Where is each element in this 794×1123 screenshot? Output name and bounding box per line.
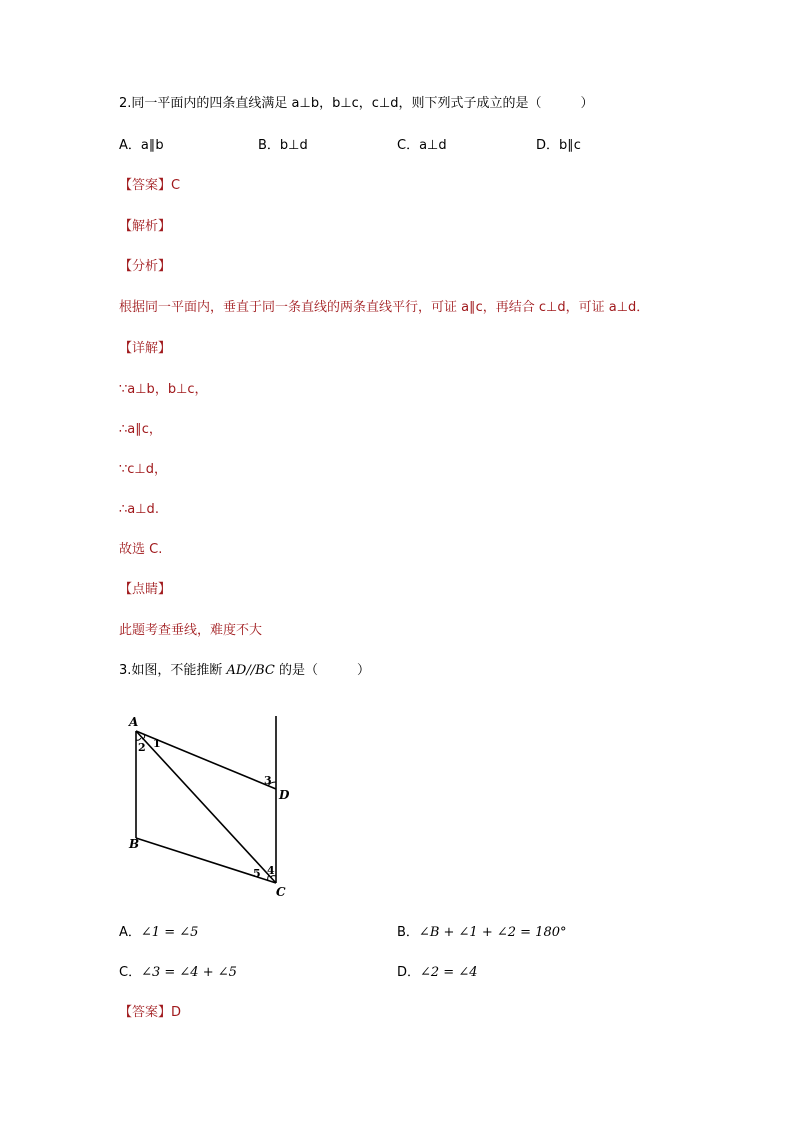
q3-stem [119, 662, 370, 680]
stem-suffix: 的是（ ） [274, 663, 370, 678]
q2-option-b [258, 137, 308, 155]
answer-label: 【答案】 [119, 1005, 172, 1020]
q2-fenxi-label: 【分析】 [119, 259, 172, 274]
point-label-a: A [129, 715, 139, 729]
q3-option-c [119, 964, 237, 982]
option-letter: D． [536, 138, 560, 153]
option-text: ∠2 = ∠4 [420, 965, 478, 980]
answer-value: D [171, 1005, 182, 1020]
q3-option-d [397, 964, 478, 982]
q2-step-1: ∵a⊥b，b⊥c， [119, 382, 208, 397]
answer-label: 【答案】 [119, 178, 172, 193]
stem-prefix: 3.如图，不能推断 [119, 663, 227, 678]
angle-label-1: 1 [153, 737, 161, 750]
q2-stem: 2.同一平面内的四条直线满足 a⊥b，b⊥c，c⊥d，则下列式子成立的是（ ） [119, 96, 594, 111]
angle-label-2: 2 [138, 741, 146, 754]
option-text: ∠1 = ∠5 [140, 925, 199, 940]
q2-answer [119, 177, 180, 195]
q2-option-a [119, 137, 164, 155]
q2-detail-label: 【详解】 [119, 341, 172, 356]
angle-label-4: 4 [267, 864, 275, 877]
q2-fenxi-text: 根据同一平面内，垂直于同一条直线的两条直线平行，可证 a∥c，再结合 c⊥d，可证 a⊥d． [119, 300, 650, 315]
q2-comment-text: 此题考查垂线，难度不大 [119, 623, 263, 638]
q2-step-2: ∴a∥c， [119, 422, 162, 437]
answer-value: C [171, 178, 181, 193]
point-label-b: B [129, 837, 140, 851]
option-text: ∠3 = ∠4 + ∠5 [141, 965, 237, 980]
point-label-c: C [276, 885, 286, 899]
option-letter: A． [119, 925, 141, 940]
point-label-d: D [279, 788, 290, 802]
option-letter: C． [397, 138, 420, 153]
q2-step-4: ∴a⊥d. [119, 502, 159, 517]
angle-label-5: 5 [253, 867, 261, 880]
q2-option-d [536, 137, 581, 155]
q3-answer [119, 1004, 181, 1022]
option-text: ∠B + ∠1 + ∠2 = 180° [418, 925, 567, 940]
q3-option-b [397, 924, 566, 942]
q2-step-5: 故选 C. [119, 542, 163, 557]
q2-step-3: ∵c⊥d， [119, 462, 167, 477]
option-letter: D． [397, 965, 421, 980]
option-letter: C． [119, 965, 142, 980]
option-text: b⊥d [279, 138, 308, 153]
geometry-figure [120, 710, 300, 900]
q2-option-c [397, 137, 447, 155]
option-letter: B． [397, 925, 419, 940]
option-letter: A． [119, 138, 141, 153]
stem-math: AD//BC [226, 663, 275, 678]
option-text: a∥b [140, 138, 164, 153]
q2-comment-label: 【点睛】 [119, 582, 172, 597]
option-letter: B． [258, 138, 280, 153]
angle-label-3: 3 [264, 774, 272, 787]
option-text: b∥c [559, 138, 581, 153]
q3-option-a [119, 924, 198, 942]
option-text: a⊥d [419, 138, 447, 153]
q2-analysis-label: 【解析】 [119, 219, 172, 234]
